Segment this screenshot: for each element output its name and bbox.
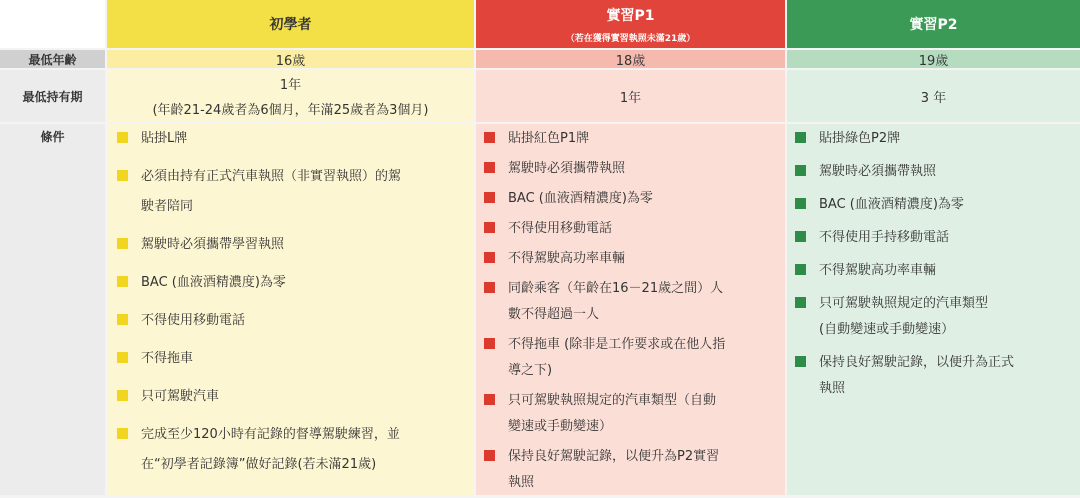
list-item-continued: 駛者陪同 xyxy=(141,199,194,214)
conditions-beginner xyxy=(107,124,474,495)
header-p1-title: 實習P1 xyxy=(606,7,655,24)
list-item: 不得駕駛高功率車輛 xyxy=(480,244,775,274)
row-label-min-age: 最低年齡 xyxy=(0,50,105,68)
bullet-icon xyxy=(484,222,495,233)
conditions-label: 條件 xyxy=(40,130,65,144)
bullet-icon xyxy=(795,264,806,275)
bullet-icon xyxy=(117,238,128,249)
list-item: 完成至少120小時有記錄的督導駕駛練習，並 xyxy=(113,420,464,450)
min-age-beginner: 16歲 xyxy=(107,50,474,68)
bullet-icon xyxy=(117,390,128,401)
conditions-beginner-list xyxy=(113,124,464,480)
list-item: 駕駛時必須攜帶執照 xyxy=(791,157,1070,187)
conditions-p1-list xyxy=(480,124,775,498)
list-item: 保持良好駕駛記錄，以便升為P2實習 xyxy=(480,442,775,472)
list-item-continued: 導之下) xyxy=(508,363,553,378)
list-item: 不得使用移動電話 xyxy=(480,214,775,244)
header-beginner xyxy=(107,0,474,48)
list-item: 不得拖車 (除非是工作要求或在他人指 xyxy=(480,330,775,360)
list-item-continued: 執照 xyxy=(819,381,846,396)
min-holding-p2: 3 年 xyxy=(787,70,1080,122)
bullet-icon xyxy=(117,170,128,181)
list-item-continued: 在“初學者記錄簿”做好記錄(若未滿21歲) xyxy=(141,457,377,472)
min-holding-beginner xyxy=(107,70,474,122)
list-item: 只可駕駛執照規定的汽車類型 xyxy=(791,289,1070,319)
list-item: BAC (血液酒精濃度)為零 xyxy=(791,190,1070,220)
header-p1 xyxy=(476,0,785,48)
conditions-p2 xyxy=(787,124,1080,495)
bullet-icon xyxy=(117,428,128,439)
bullet-icon xyxy=(484,132,495,143)
list-item: 只可駕駛執照規定的汽車類型（自動 xyxy=(480,386,775,416)
list-item: 同齡乘客（年齡在16－21歲之間）人 xyxy=(480,274,775,304)
header-p1-subtitle: （若在獲得實習執照未滿21歲） xyxy=(565,33,696,44)
list-item: 貼掛綠色P2牌 xyxy=(791,124,1070,154)
min-age-p1: 18歲 xyxy=(476,50,785,68)
bullet-icon xyxy=(484,192,495,203)
header-p2-title: 實習P2 xyxy=(909,17,958,33)
min-holding-beginner-value: 1年 xyxy=(279,78,302,93)
list-item: BAC (血液酒精濃度)為零 xyxy=(480,184,775,214)
list-item: 必須由持有正式汽車執照（非實習執照）的駕 xyxy=(113,162,464,192)
header-p2 xyxy=(787,0,1080,48)
bullet-icon xyxy=(484,252,495,263)
header-corner xyxy=(0,0,105,48)
list-item: 不得駕駛高功率車輛 xyxy=(791,256,1070,286)
bullet-icon xyxy=(484,338,495,349)
header-beginner-title: 初學者 xyxy=(269,17,312,33)
bullet-icon xyxy=(484,394,495,405)
bullet-icon xyxy=(117,314,128,325)
list-item: 駕駛時必須攜帶學習執照 xyxy=(113,230,464,260)
min-age-p2: 19歲 xyxy=(787,50,1080,68)
bullet-icon xyxy=(795,231,806,242)
list-item: 不得拖車 xyxy=(113,344,464,374)
list-item: 不得使用手持移動電話 xyxy=(791,223,1070,253)
bullet-icon xyxy=(117,276,128,287)
list-item-continued: (自動變速或手動變速） xyxy=(819,322,955,337)
bullet-icon xyxy=(484,282,495,293)
list-item-continued: 變速或手動變速） xyxy=(508,419,613,434)
bullet-icon xyxy=(795,132,806,143)
list-item: BAC (血液酒精濃度)為零 xyxy=(113,268,464,298)
list-item: 不得使用移動電話 xyxy=(113,306,464,336)
conditions-p2-list xyxy=(791,124,1070,404)
bullet-icon xyxy=(117,132,128,143)
min-holding-beginner-note: (年齡21-24歲者為6個月，年滿25歲者為3個月) xyxy=(152,103,429,118)
bullet-icon xyxy=(795,198,806,209)
list-item: 保持良好駕駛記錄，以便升為正式 xyxy=(791,348,1070,378)
bullet-icon xyxy=(484,162,495,173)
bullet-icon xyxy=(484,450,495,461)
min-holding-p1: 1年 xyxy=(476,70,785,122)
list-item: 駕駛時必須攜帶執照 xyxy=(480,154,775,184)
row-label-min-holding: 最低持有期 xyxy=(0,70,105,122)
bullet-icon xyxy=(795,297,806,308)
list-item-continued: 數不得超過一人 xyxy=(508,307,600,322)
bullet-icon xyxy=(795,356,806,367)
list-item: 只可駕駛汽車 xyxy=(113,382,464,412)
list-item-continued: 執照 xyxy=(508,475,535,490)
conditions-p1 xyxy=(476,124,785,495)
list-item: 貼掛L牌 xyxy=(113,124,464,154)
list-item: 貼掛紅色P1牌 xyxy=(480,124,775,154)
row-label-conditions xyxy=(0,124,105,495)
bullet-icon xyxy=(795,165,806,176)
bullet-icon xyxy=(117,352,128,363)
